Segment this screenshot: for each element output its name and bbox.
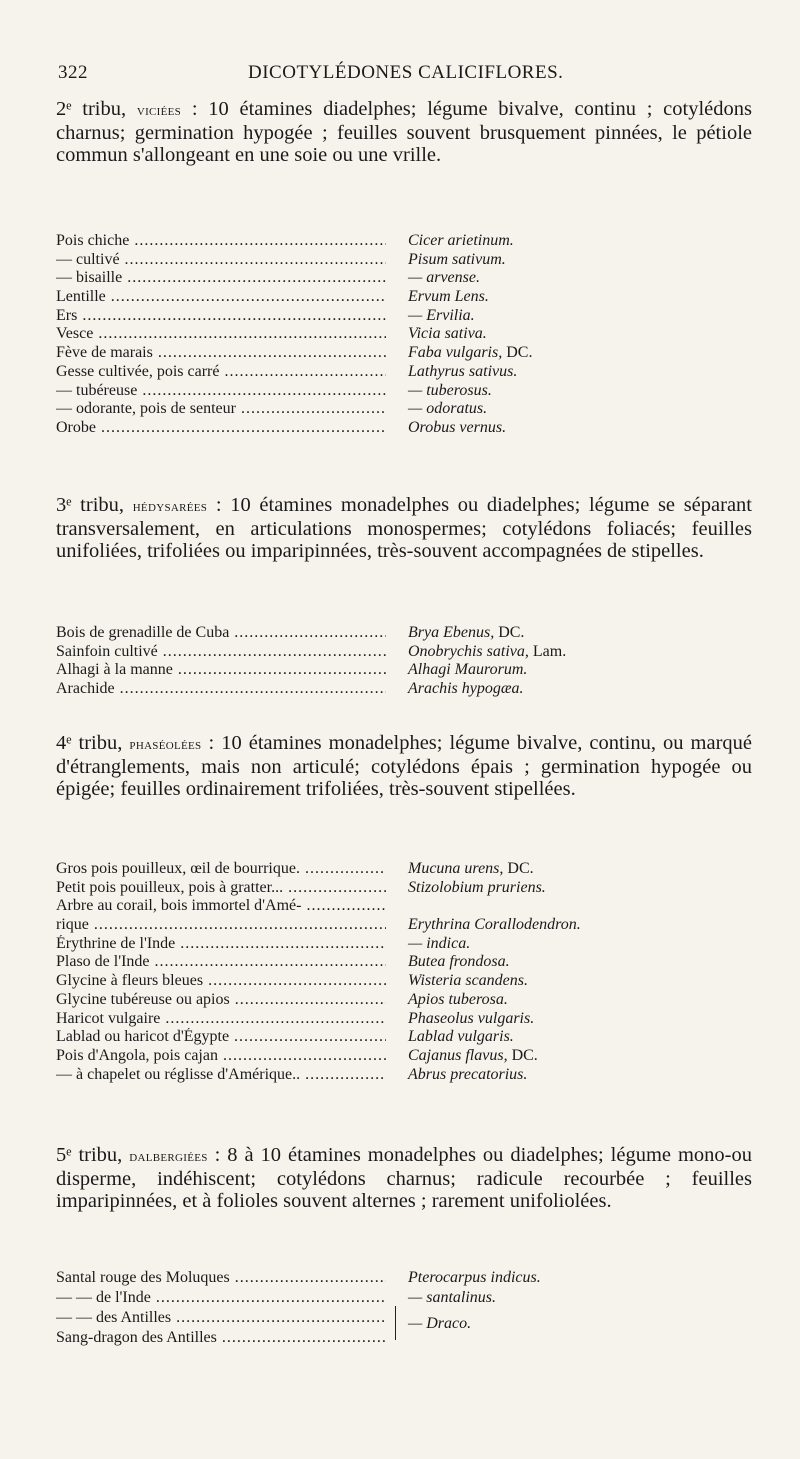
tribe4-description — [56, 732, 752, 800]
latin-binomial: Brya Ebenus, — [408, 624, 495, 641]
latin-name — [408, 288, 489, 307]
tribe2-text: : 10 étamines diadelphes; légume bivalve, continu ; cotylédons charnus; germination hypogée ; feuilles souvent brusquement pinnées, le pétiole commun s'allongeant en une soie ou une vrille. — [56, 98, 752, 166]
species-entry — [56, 363, 756, 382]
latin-name: — santalinus. — [408, 1289, 497, 1306]
tribe4-species-list — [56, 860, 756, 1084]
species-entry — [56, 269, 756, 288]
latin-binomial: Phaseolus vulgaris. — [408, 1009, 535, 1027]
latin-binomial: Mucuna urens, — [408, 860, 504, 877]
latin-name — [408, 419, 506, 438]
latin-binomial: Orobus vernus. — [408, 418, 507, 436]
species-entry — [56, 935, 756, 954]
latin-binomial: Stizolobium pruriens. — [408, 878, 546, 896]
common-name: Ers ..... — [56, 307, 386, 326]
latin-name — [408, 860, 534, 879]
common-name: Haricot vulgaire ..... — [56, 1010, 386, 1029]
common-name: Pois chiche ..... — [56, 232, 386, 251]
tribe3-description — [56, 494, 752, 562]
common-name: — cultivé ..... — [56, 251, 386, 270]
species-entry — [56, 1066, 756, 1085]
species-entry — [56, 1047, 756, 1066]
tribe3-text: : 10 étamines monadelphes ou diadelphes; légume se séparant transversalement, en articulations monospermes; cotylédons foliacés; feuilles unifoliées, trifoliées ou imparipinnées, très-souvent accompagnées de stipelles. — [56, 494, 752, 562]
common-name: Alhagi à la manne ..... — [56, 661, 386, 680]
tribe2-name: viciées — [136, 102, 182, 119]
common-name: Glycine tubéreuse ou apios ..... — [56, 991, 386, 1010]
common-name: Plaso de l'Inde ..... — [56, 953, 386, 972]
species-entry — [56, 643, 756, 662]
author-abbrev: DC. — [503, 860, 534, 877]
latin-binomial: Cicer arietinum. — [408, 232, 514, 249]
common-name: Gesse cultivée, pois carré ..... — [56, 363, 386, 382]
tribe2-lead: 2ᵉ tribu, — [56, 98, 137, 120]
latin-binomial: Abrus precatorius. — [408, 1065, 528, 1083]
latin-binomial: — odoratus. — [408, 400, 488, 418]
latin-name — [408, 1028, 514, 1047]
species-entry — [56, 344, 756, 363]
common-name: Sang-dragon des Antilles ..... — [56, 1328, 386, 1348]
latin-binomial: — indica. — [408, 934, 471, 952]
species-entry — [56, 382, 756, 401]
latin-name — [408, 643, 566, 662]
latin-binomial: Cajanus flavus, — [408, 1046, 508, 1064]
species-entry — [56, 419, 756, 438]
tribe2-species-list — [56, 232, 756, 438]
species-entry — [56, 232, 756, 251]
latin-binomial: Onobrychis sativa, — [408, 642, 529, 660]
common-name: Arbre au corail, bois immortel d'Amé- ..... — [56, 897, 386, 916]
latin-name — [408, 1066, 527, 1085]
latin-name — [408, 400, 487, 419]
species-entry — [56, 400, 756, 419]
tribe5-lead: 5ᵉ tribu, — [56, 1144, 130, 1166]
latin-name — [408, 363, 517, 382]
species-entry — [56, 972, 756, 991]
latin-name — [408, 991, 508, 1010]
latin-name — [408, 661, 527, 680]
common-name: Glycine à fleurs bleues ..... — [56, 972, 386, 991]
species-entry — [56, 624, 756, 643]
latin-name — [408, 269, 480, 288]
author-abbrev: DC. — [502, 344, 533, 362]
common-name: rique ..... — [56, 916, 386, 935]
author-abbrev: DC. — [494, 624, 525, 641]
latin-binomial: Alhagi Maurorum. — [408, 661, 528, 679]
latin-name — [408, 307, 475, 326]
species-entry — [56, 680, 756, 699]
common-name: — à chapelet ou réglisse d'Amérique.. ..... — [56, 1066, 386, 1085]
species-entry — [56, 1288, 756, 1308]
latin-binomial: — arvense. — [408, 269, 480, 287]
tribe5-description — [56, 1144, 752, 1212]
species-entry — [56, 307, 756, 326]
common-name: Fève de marais ..... — [56, 344, 386, 363]
latin-name — [408, 1047, 538, 1066]
tribe5-name: dalbergiées — [129, 1148, 208, 1165]
author-abbrev: DC. — [507, 1046, 538, 1064]
species-entry — [56, 661, 756, 680]
latin-name — [408, 680, 524, 699]
species-entry — [56, 1268, 756, 1288]
common-name: Lablad ou haricot d'Égypte ..... — [56, 1028, 386, 1047]
common-name: Arachide ..... — [56, 680, 386, 699]
species-entry — [56, 251, 756, 270]
page-number: 322 — [58, 62, 88, 83]
common-name: Gros pois pouilleux, œil de bourrique. ..... — [56, 860, 386, 879]
common-name: Bois de grenadille de Cuba ..... — [56, 624, 386, 643]
latin-binomial: Lathyrus sativus. — [408, 362, 518, 380]
latin-binomial: Pisum sativum. — [408, 250, 506, 268]
author-abbrev: Lam. — [528, 642, 567, 660]
latin-binomial: Ervum Lens. — [408, 288, 489, 306]
latin-binomial: Faba vulgaris, — [408, 344, 503, 362]
page-header — [58, 62, 758, 86]
latin-name — [408, 344, 532, 363]
tribe4-text: : 10 étamines monadelphes; légume bivalve, continu, ou marqué d'étranglements, mais non articulé; cotylédons épais ; germination hypogée ou épigée; feuilles ordinairement trifoliées, très-souvent stipellées. — [56, 732, 752, 800]
species-entry — [56, 1308, 756, 1328]
common-name: — odorante, pois de senteur ..... — [56, 400, 386, 419]
common-name: Petit pois pouilleux, pois à gratter... ..... — [56, 879, 386, 898]
species-entry — [56, 953, 756, 972]
tribe4-lead: 4ᵉ tribu, — [56, 732, 130, 754]
species-entry — [56, 1028, 756, 1047]
latin-name — [408, 972, 528, 991]
common-name: — — des Antilles ..... — [56, 1308, 386, 1328]
common-name: Vesce ..... — [56, 325, 386, 344]
tribe3-species-list — [56, 624, 756, 699]
latin-name — [408, 916, 581, 935]
tribe3-lead: 3ᵉ tribu, — [56, 494, 133, 516]
latin-binomial: Vicia sativa. — [408, 325, 487, 343]
species-entry — [56, 1328, 756, 1348]
common-name: Sainfoin cultivé ..... — [56, 643, 386, 662]
species-entry — [56, 991, 756, 1010]
tribe3-name: hédysarées — [132, 498, 208, 515]
latin-binomial: Erythrina Corallodendron. — [408, 916, 581, 934]
common-name: Orobe ..... — [56, 419, 386, 438]
species-entry — [56, 860, 756, 879]
species-entry — [56, 916, 756, 935]
tribe5-species-list — [56, 1268, 756, 1348]
latin-binomial: — Ervilia. — [408, 306, 475, 324]
latin-name: — Draco. — [408, 1315, 472, 1332]
latin-binomial: Lablad vulgaris. — [408, 1028, 514, 1046]
species-entry — [56, 1010, 756, 1029]
running-title: DICOTYLÉDONES CALICIFLORES. — [248, 62, 564, 83]
latin-name — [408, 325, 487, 344]
common-name: Lentille ..... — [56, 288, 386, 307]
common-name: Pois d'Angola, pois cajan ..... — [56, 1047, 386, 1066]
latin-name — [408, 953, 510, 972]
common-name: — tubéreuse ..... — [56, 382, 386, 401]
latin-binomial: Arachis hypogæa. — [408, 680, 524, 698]
latin-name — [408, 232, 514, 251]
tribe4-name: phaséolées — [129, 736, 202, 753]
tribe2-description — [56, 98, 752, 166]
latin-name — [408, 624, 524, 643]
species-entry — [56, 897, 756, 916]
species-entry — [56, 288, 756, 307]
latin-name — [408, 935, 470, 954]
latin-name — [408, 382, 492, 401]
common-name: Santal rouge des Moluques ..... — [56, 1268, 386, 1288]
latin-binomial: Butea frondosa. — [408, 953, 510, 971]
latin-binomial: Wisteria scandens. — [408, 972, 528, 990]
latin-name — [408, 251, 506, 270]
latin-name — [408, 1010, 534, 1029]
common-name: Érythrine de l'Inde ..... — [56, 935, 386, 954]
species-bracket — [395, 1306, 400, 1340]
species-entry — [56, 879, 756, 898]
tribe5-text: : 8 à 10 étamines monadelphes ou diadelphes; légume mono-ou disperme, indéhiscent; cotylédons charnus; radicule recourbée ; feuilles imparipinnées, et à folioles souvent alternes ; rarement unifoliolées. — [56, 1144, 752, 1212]
latin-name — [408, 879, 546, 898]
latin-binomial: Apios tuberosa. — [408, 990, 508, 1008]
common-name: — bisaille ..... — [56, 269, 386, 288]
common-name: — — de l'Inde ..... — [56, 1288, 386, 1308]
species-entry — [56, 325, 756, 344]
latin-binomial: — tuberosus. — [408, 381, 492, 399]
latin-name: Pterocarpus indicus. — [408, 1269, 541, 1286]
